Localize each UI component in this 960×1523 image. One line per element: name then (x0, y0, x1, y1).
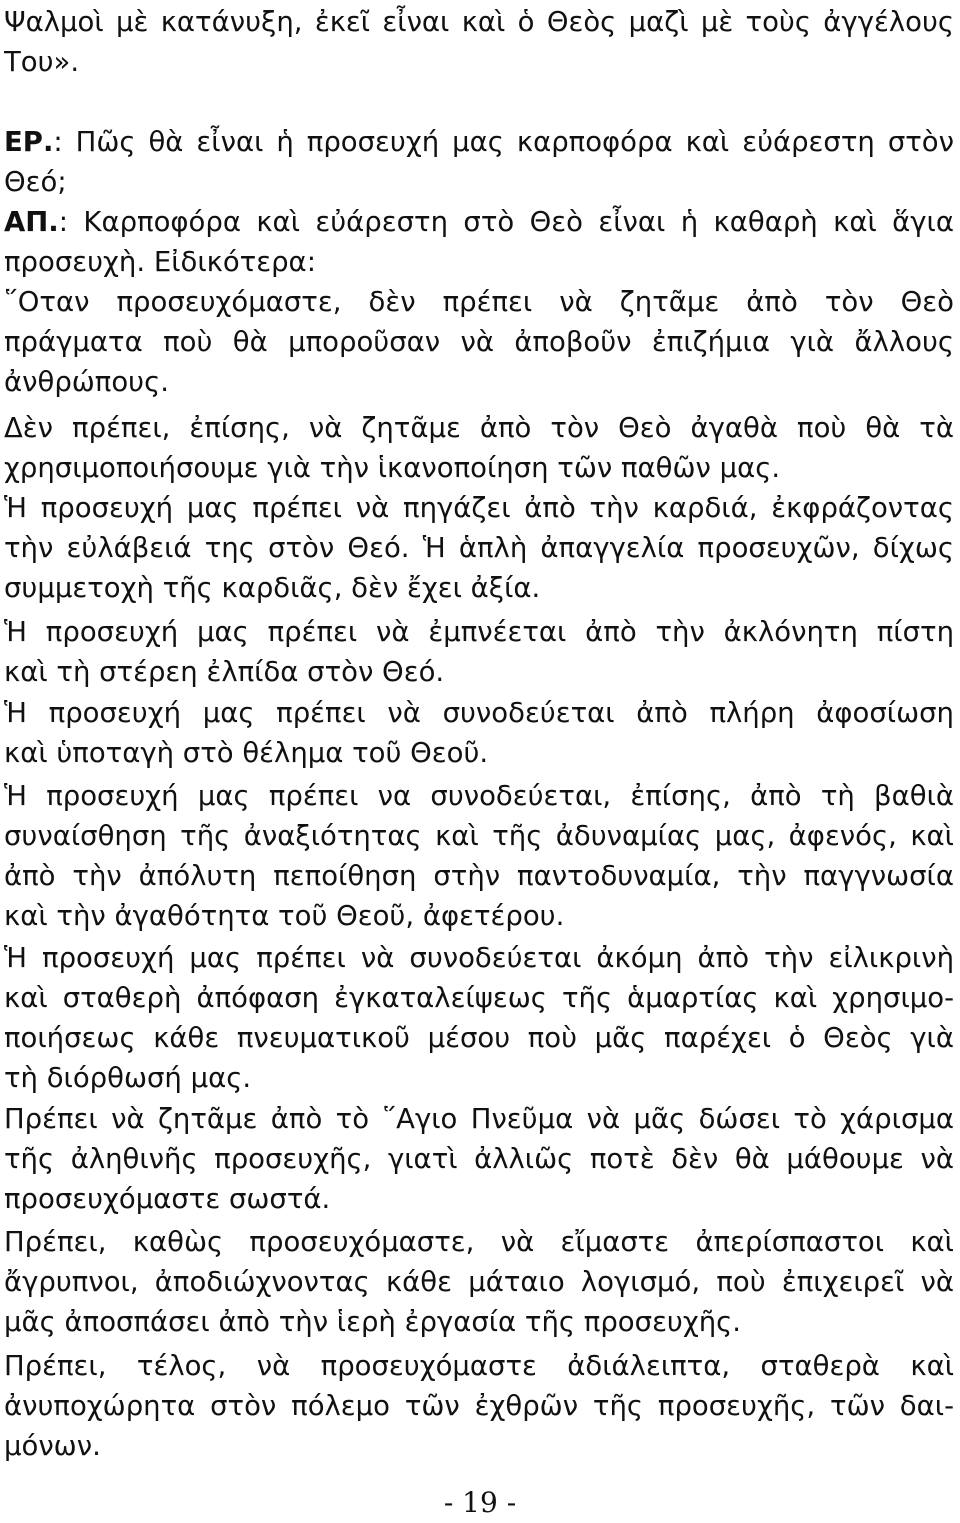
text-line: Ψαλμοὶ μὲ κατάνυξη, ἐκεῖ εἶναι καὶ ὁ Θεὸς μαζὶ μὲ τοὺς ἀγγέλους (4, 6, 954, 38)
text-line: ἀπὸ τὴν ἀπόλυτη πεποίθηση στὴν παντοδυναμία, τὴν παγγνωσία (4, 860, 954, 892)
question-label: ΕΡ. (4, 126, 54, 158)
text-line: ἀνυποχώρητα στὸν πόλεμο τῶν ἐχθρῶν τῆς προσευχῆς, τῶν δαι- (4, 1390, 954, 1422)
question-text: : Πῶς θὰ εἶναι ἡ προσευχή μας καρποφόρα καὶ εὐάρεστη στὸν (53, 126, 954, 158)
text-line: συμμετοχὴ τῆς καρδιᾶς, δὲν ἔχει ἀξία. (4, 572, 541, 604)
text-line: Ἡ προσευχή μας πρέπει νὰ ἐμπνέεται ἀπὸ τὴν ἀκλόνητη πίστη (4, 616, 954, 648)
text-line: προσευχὴ. Εἰδικότερα: (4, 246, 316, 278)
text-line: πράγματα ποὺ θὰ μποροῦσαν νὰ ἀποβοῦν ἐπιζήμια γιὰ ἄλλους (4, 326, 954, 358)
text-line: Ἡ προσευχή μας πρέπει να συνοδεύεται, ἐπίσης, ἀπὸ τὴ βαθιὰ (4, 780, 954, 812)
answer-line (4, 202, 954, 242)
text-line: προσευχόμαστε σωστά. (4, 1183, 331, 1215)
text-line: τὴν εὐλάβειά της στὸν Θεό. Ἡ ἁπλὴ ἀπαγγελία προσευχῶν, δίχως (4, 532, 954, 564)
text-line: Ἡ προσευχή μας πρέπει νὰ συνοδεύεται ἀπὸ πλήρη ἀφοσίωση (4, 697, 954, 729)
page-number: - 19 - (443, 1486, 517, 1519)
answer-text: : Καρποφόρα καὶ εὐάρεστη στὸ Θεὸ εἶναι ἡ καθαρὴ καὶ ἅγια (58, 206, 954, 238)
text-line: Πρέπει, τέλος, νὰ προσευχόμαστε ἀδιάλειπτα, σταθερὰ καὶ (4, 1350, 954, 1382)
text-line: καὶ τὴ στέρεη ἐλπίδα στὸν Θεό. (4, 656, 445, 688)
text-line: τῆς ἀληθινῆς προσευχῆς, γιατὶ ἀλλιῶς ποτὲ δὲν θὰ μάθουμε νὰ (4, 1143, 954, 1175)
text-line: ἄγρυπνοι, ἀποδιώχνοντας κάθε μάταιο λογισμό, ποὺ ἐπιχειρεῖ νὰ (4, 1266, 954, 1298)
text-line: ποιήσεως κάθε πνευματικοῦ μέσου ποὺ μᾶς παρέχει ὁ Θεὸς γιὰ (4, 1022, 954, 1054)
text-line: Δὲν πρέπει, ἐπίσης, νὰ ζητᾶμε ἀπὸ τὸν Θεὸ ἀγαθὰ ποὺ θὰ τὰ (4, 412, 954, 444)
text-line: Ἡ προσευχή μας πρέπει νὰ πηγάζει ἀπὸ τὴν καρδιά, ἐκφράζοντας (4, 492, 954, 524)
text-line: μᾶς ἀποσπάσει ἀπὸ τὴν ἱερὴ ἐργασία τῆς προσευχῆς. (4, 1306, 742, 1338)
text-line: Του». (4, 46, 80, 78)
text-line: Ἡ προσευχή μας πρέπει νὰ συνοδεύεται ἀκόμη ἀπὸ τὴν εἰλικρινὴ (4, 942, 954, 974)
text-line: μόνων. (4, 1430, 101, 1462)
text-line: ῞Οταν προσευχόμαστε, δὲν πρέπει νὰ ζητᾶμε ἀπὸ τὸν Θεὸ (4, 286, 954, 318)
text-line: ἀνθρώπους. (4, 366, 169, 398)
text-line: χρησιμοποιήσουμε γιὰ τὴν ἱκανοποίηση τῶν παθῶν μας. (4, 452, 781, 484)
text-line: καὶ ὑποταγὴ στὸ θέλημα τοῦ Θεοῦ. (4, 737, 489, 769)
answer-label: ΑΠ. (4, 206, 59, 238)
text-line: συναίσθηση τῆς ἀναξιότητας καὶ τῆς ἀδυναμίας μας, ἀφενός, καὶ (4, 820, 954, 852)
text-line: Πρέπει, καθὼς προσευχόμαστε, νὰ εἴμαστε ἀπερίσπαστοι καὶ (4, 1226, 954, 1258)
text-line: Θεό; (4, 166, 67, 198)
text-line: Πρέπει νὰ ζητᾶμε ἀπὸ τὸ ῞Αγιο Πνεῦμα νὰ μᾶς δώσει τὸ χάρισμα (4, 1103, 954, 1135)
text-line: τὴ διόρθωσή μας. (4, 1062, 252, 1094)
text-line: καὶ τὴν ἀγαθότητα τοῦ Θεοῦ, ἀφετέρου. (4, 900, 565, 932)
text-line: καὶ σταθερὴ ἀπόφαση ἐγκαταλείψεως τῆς ἁμαρτίας καὶ χρησιμο- (4, 982, 954, 1014)
question-line (4, 122, 954, 162)
